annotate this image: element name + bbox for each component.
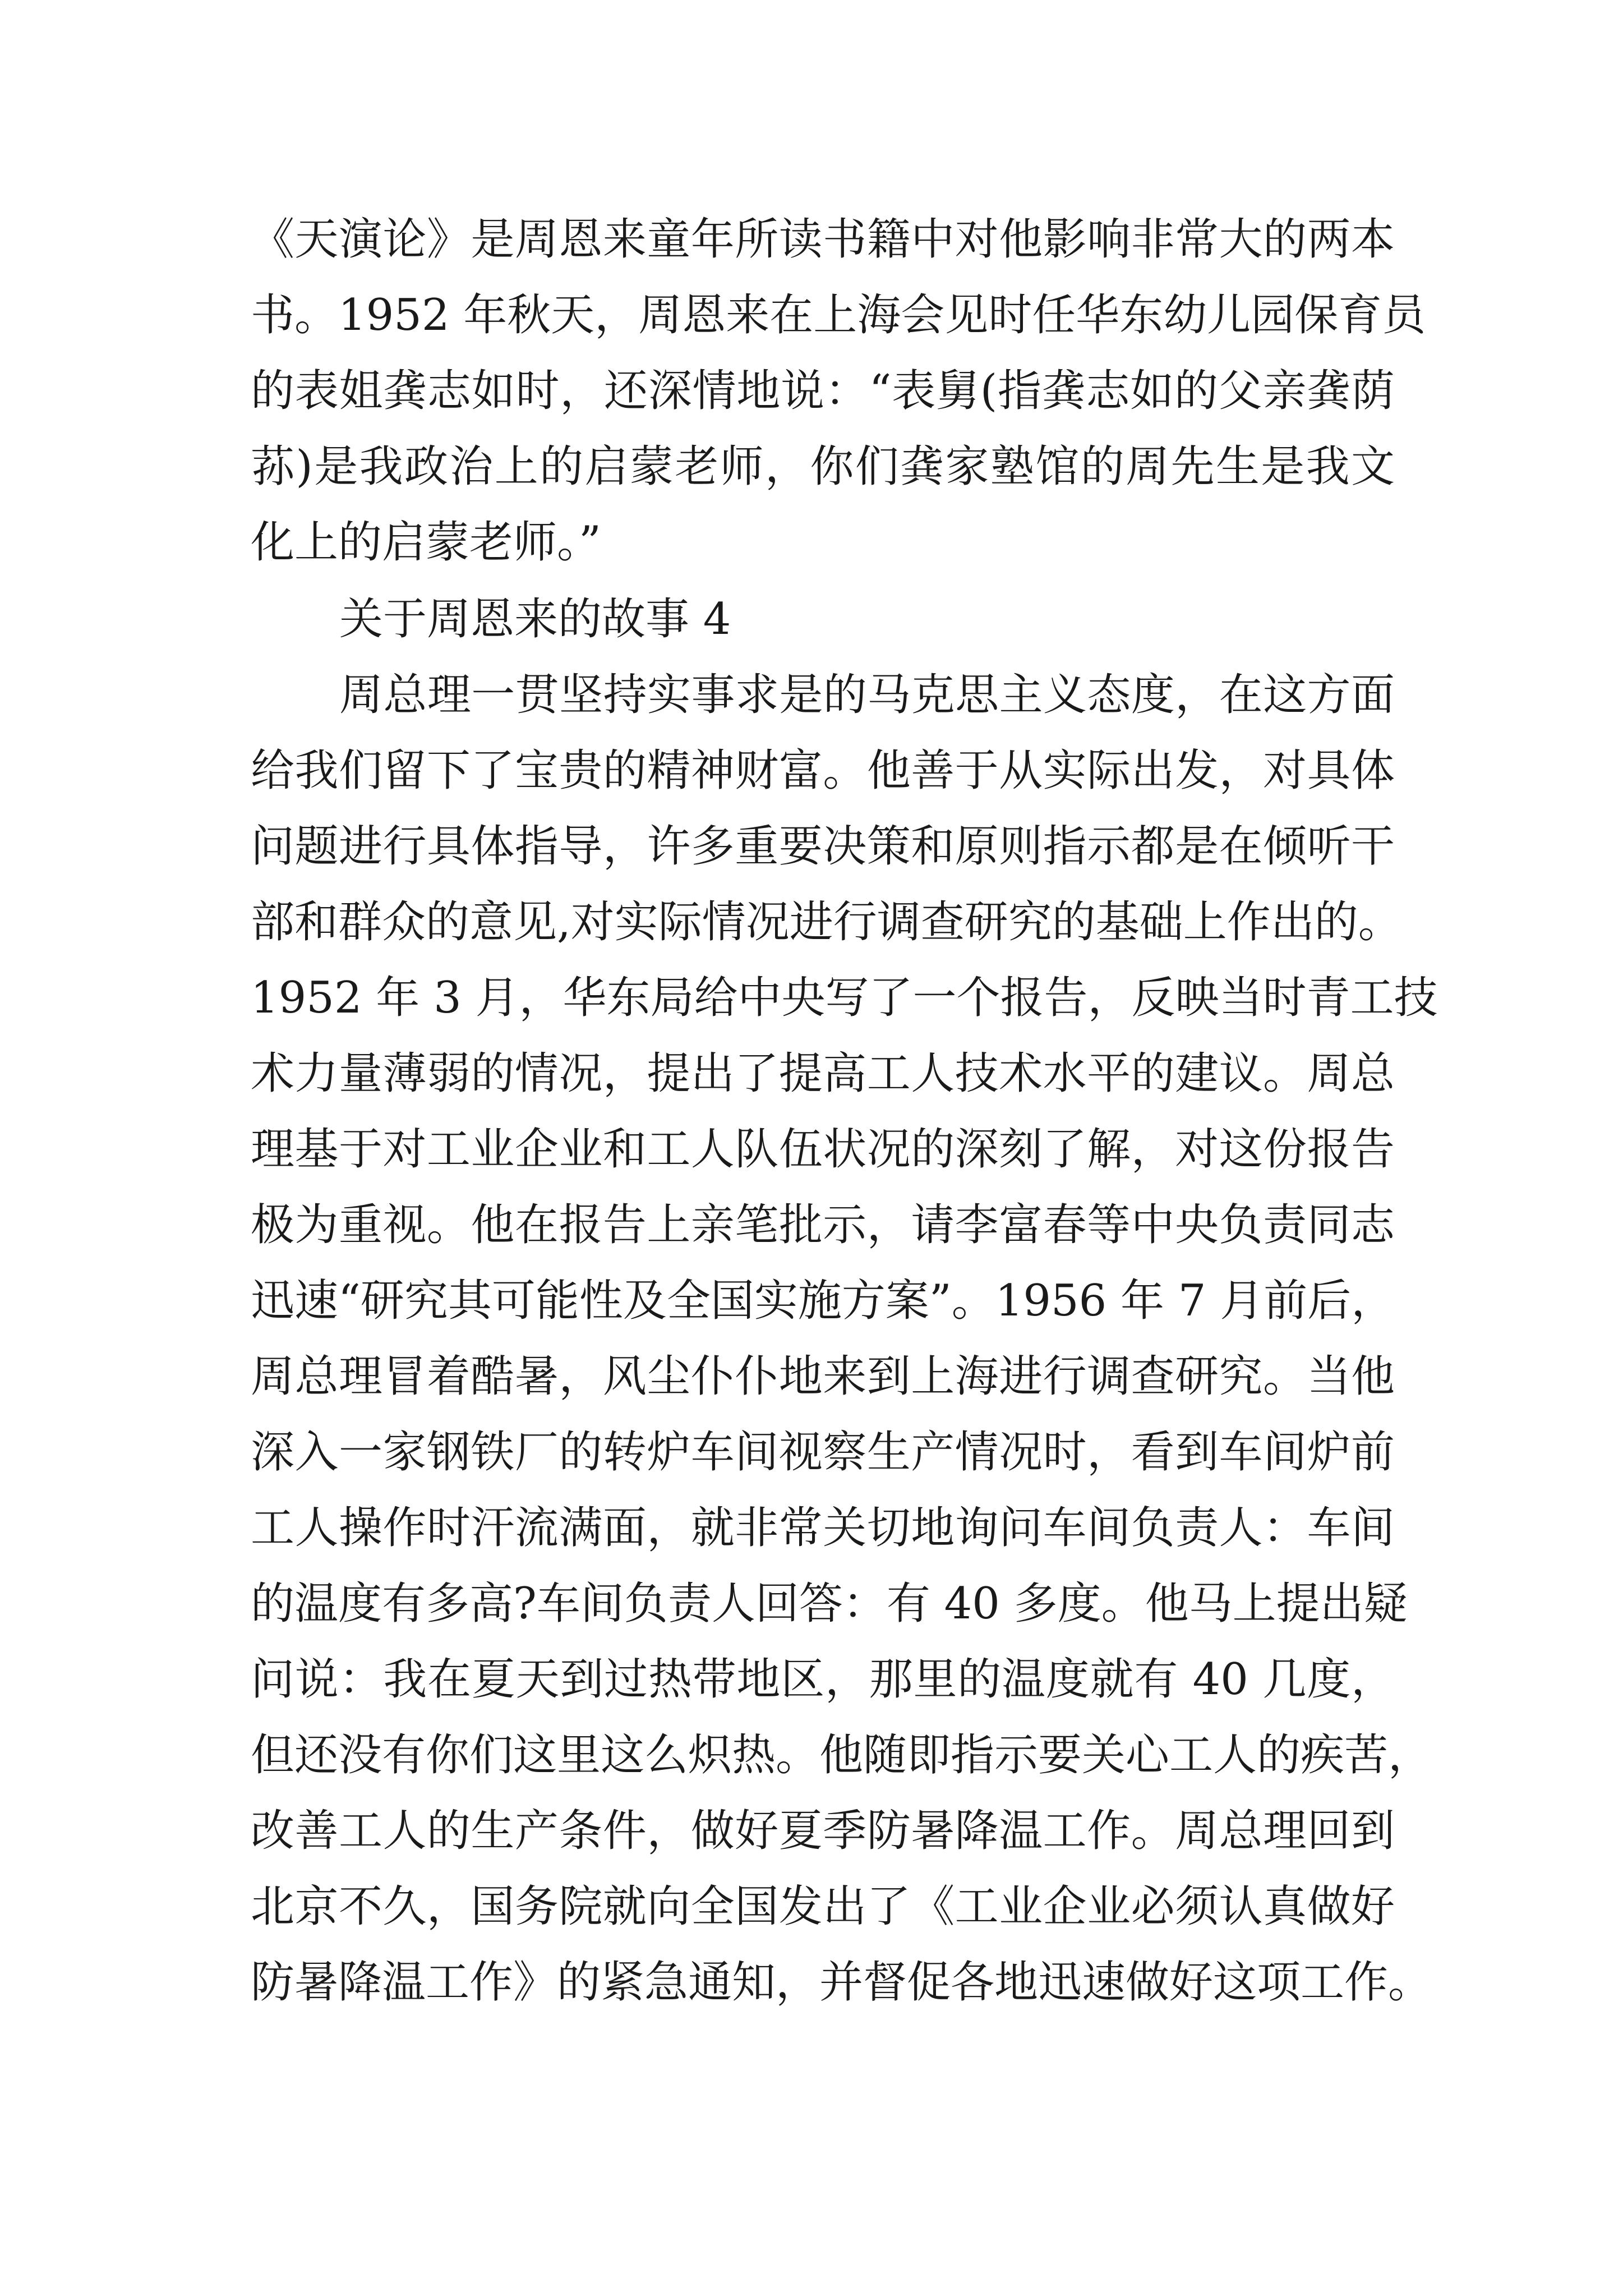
text-line: 问说：我在夏天到过热带地区，那里的温度就有 40 几度，: [251, 1654, 1395, 1705]
text-line: 北京不久，国务院就向全国发出了《工业企业必须认真做好: [251, 1881, 1395, 1932]
text-line: 但还没有你们这里这么炽热。他随即指示要关心工人的疾苦，: [251, 1730, 1432, 1780]
text-line: 工人操作时汗流满面，就非常关切地询问车间负责人：车间: [251, 1503, 1395, 1553]
text-line: 部和群众的意见,对实际情况进行调查研究的基础上作出的。: [251, 897, 1402, 947]
text-line: 《天演论》是周恩来童年所读书籍中对他影响非常大的两本: [251, 214, 1395, 265]
text-line: 周总理一贯坚持实事求是的马克思主义态度，在这方面: [339, 670, 1395, 720]
section-heading: 关于周恩来的故事 4: [339, 594, 731, 645]
text-line: 1952 年 3 月，华东局给中央写了一个报告，反映当时青工技: [251, 973, 1438, 1023]
text-line: 给我们留下了宝贵的精神财富。他善于从实际出发，对具体: [251, 746, 1395, 796]
paragraph-2: [251, 657, 1438, 2021]
text-line: 的温度有多高?车间负责人回答：有 40 多度。他马上提出疑: [251, 1579, 1408, 1629]
text-line: 迅速“研究其可能性及全国实施方案”。1956 年 7 月前后，: [251, 1276, 1395, 1326]
text-line: 深入一家钢铁厂的转炉车间视察生产情况时，看到车间炉前: [251, 1427, 1395, 1478]
text-line: 化上的启蒙老师。”: [251, 517, 601, 568]
paragraph-1: [251, 202, 1426, 581]
text-line: 书。1952 年秋天，周恩来在上海会见时任华东幼儿园保育员: [251, 290, 1426, 341]
text-line: 理基于对工业企业和工人队伍状况的深刻了解，对这份报告: [251, 1124, 1395, 1175]
text-line: 防暑降温工作》的紧急通知，并督促各地迅速做好这项工作。: [251, 1957, 1432, 2008]
text-line: 极为重视。他在报告上亲笔批示，请李富春等中央负责同志: [251, 1200, 1395, 1250]
text-line: 问题进行具体指导，许多重要决策和原则指示都是在倾听干: [251, 821, 1395, 872]
text-line: 术力量薄弱的情况，提出了提高工人技术水平的建议。周总: [251, 1048, 1395, 1099]
text-line: 改善工人的生产条件，做好夏季防暑降温工作。周总理回到: [251, 1806, 1395, 1856]
text-line: 荪)是我政治上的启蒙老师，你们龚家塾馆的周先生是我文: [251, 441, 1395, 492]
text-line: 的表姐龚志如时，还深情地说：“表舅(指龚志如的父亲龚荫: [251, 366, 1395, 416]
text-line: 周总理冒着酷暑，风尘仆仆地来到上海进行调查研究。当他: [251, 1351, 1395, 1402]
